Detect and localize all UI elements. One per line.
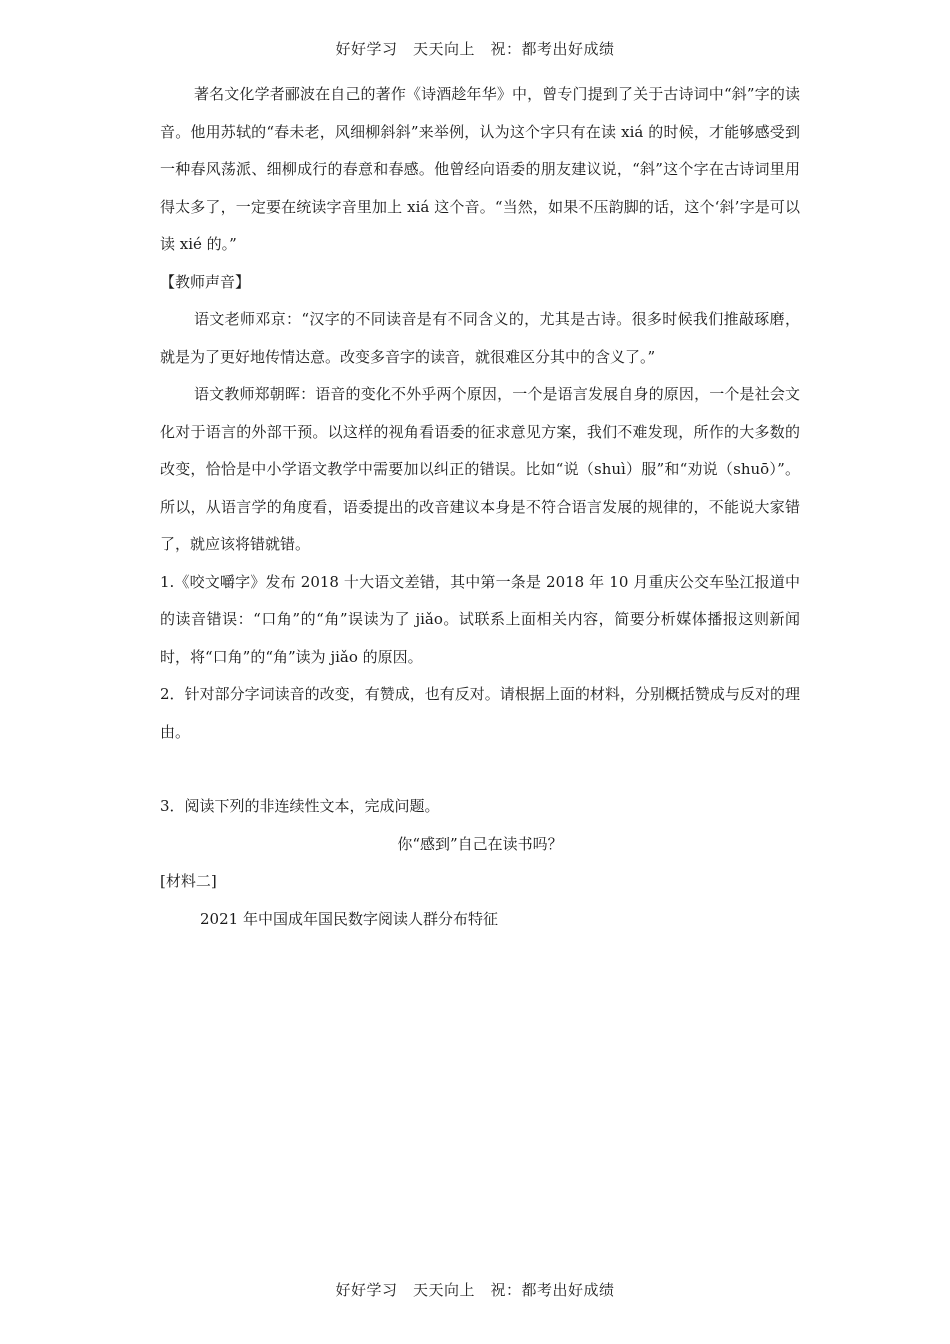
paragraph-dengjing: 语文老师邓京：“汉字的不同读音是有不同含义的，尤其是古诗。很多时候我们推敲琢磨，就是为了更好地传情达意。改变多音字的读音，就很难区分其中的含义了。”: [160, 310, 800, 366]
page-header: 好好学习 天天向上 祝：都考出好成绩: [335, 40, 615, 58]
section-title-teacher-voice: 【教师声音】: [160, 272, 251, 291]
question-2: 2．针对部分字词读音的改变，有赞成，也有反对。请根据上面的材料，分别概括赞成与反对的理由。: [160, 685, 800, 741]
spacer: [160, 751, 800, 788]
chart-caption: 2021 年中国成年国民数字阅读人群分布特征: [200, 909, 498, 928]
page-footer: 好好学习 天天向上 祝：都考出好成绩: [335, 1281, 615, 1299]
paragraph-zhengzhaohui: 语文教师郑朝晖：语音的变化不外乎两个原因，一个是语言发展自身的原因，一个是社会文化对于语言的外部干预。以这样的视角看语委的征求意见方案，我们不难发现，所作的大多数的改变，恰恰是中小学语文教学中需要加以纠正的错误。比如“说（shuì）服”和“劝说（shuō）”。所以，从语言学的角度看，语委提出的改音建议本身是不符合语言发展的规律的，不能说大家错了，就应该将错就错。: [160, 385, 800, 553]
reading-title: 你“感到”自己在读书吗？: [397, 834, 563, 853]
material-label: [材料二]: [160, 872, 217, 890]
paragraph-libo: 著名文化学者郦波在自己的著作《诗酒趁年华》中，曾专门提到了关于古诗词中“斜”字的读音。他用苏轼的“春未老，风细柳斜斜”来举例，认为这个字只有在读 xiá 的时候，才能够感受到一种春风荡派、细柳成行的春意和春感。他曾经向语委的朋友建议说，“斜”这个字在古诗词里用得太多了，一定要在统读字音里加上 xiá 这个音。“当然，如果不压韵脚的话，这个‘斜’字是可以读 xié 的。”: [160, 85, 800, 253]
question-1: 1.《咬文嚼字》发布 2018 十大语文差错，其中第一条是 2018 年 10 月重庆公交车坠江报道中的读音错误：“口角”的“角”误读为了 jiǎo。试联系上面相关内容，简要分析媒体播报这则新闻时，将“口角”的“角”读为 jiǎo 的原因。: [160, 572, 800, 666]
document-body: [160, 76, 800, 938]
question-3: 3．阅读下列的非连续性文本，完成问题。: [160, 797, 440, 815]
